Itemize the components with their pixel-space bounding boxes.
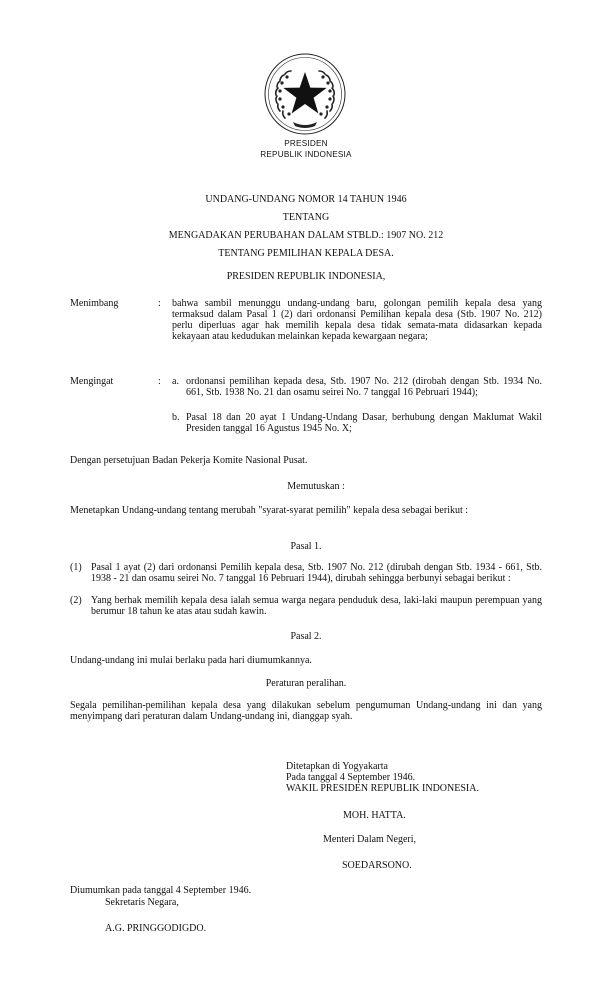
pasal-1-marker-1: (1): [70, 562, 82, 573]
title-tentang-1: TENTANG: [282, 212, 330, 223]
pasal-1-marker-2: (2): [70, 595, 82, 606]
signature-place: Ditetapkan di Yogyakarta: [286, 761, 388, 772]
persetujuan-text: Dengan persetujuan Badan Pekerja Komite Nasional Pusat.: [70, 455, 308, 466]
title-tentang-2: TENTANG PEMILIHAN KEPALA DESA.: [218, 248, 394, 259]
signature-date: Pada tanggal 4 September 1946.: [286, 772, 416, 783]
president-heading: PRESIDEN REPUBLIK INDONESIA,: [226, 271, 386, 282]
mengingat-marker-a: a.: [172, 376, 179, 387]
pasal-1-heading: Pasal 1.: [290, 541, 322, 552]
mengingat-marker-b: b.: [172, 412, 180, 423]
pasal-2-text: Undang-undang ini mulai berlaku pada hari diumumkannya.: [70, 655, 312, 666]
header-president: PRESIDEN: [284, 139, 328, 148]
signature-name: MOH. HATTA.: [343, 810, 406, 821]
pasal-1-item-2: Yang berhak memilih kepala desa ialah semua warga negara penduduk desa, laki-laki maupun perempuan yang berumur 18 tahun ke atas atau sudah kawin.: [91, 595, 542, 617]
mengingat-colon: :: [158, 376, 161, 387]
promulgation-date: Diumumkan pada tanggal 4 September 1946.: [70, 885, 252, 896]
menimbang-label: Menimbang: [70, 298, 119, 309]
mengingat-item-b: Pasal 18 dan 20 ayat 1 Undang-Undang Dasar, berhubung dengan Maklumat Wakil Presiden tanggal 16 Agustus 1945 No. X;: [186, 412, 542, 434]
peralihan-text: Segala pemilihan-pemilihan kepala desa yang dilakukan sebelum pengumuman Undang-undang ini dan yang menyimpang dari peraturan dalam Undang-undang ini, dianggap syah.: [70, 700, 542, 722]
memutuskan-heading: Memutuskan :: [287, 481, 345, 492]
title-subject: MENGADAKAN PERUBAHAN DALAM STBLD.: 1907 NO. 212: [168, 230, 444, 241]
promulgation-name: A.G. PRINGGODIGDO.: [105, 923, 207, 934]
mengingat-label: Mengingat: [70, 376, 114, 387]
pasal-1-item-1: Pasal 1 ayat (2) dari ordonansi Pemilih kepala desa, Stb. 1907 No. 212 (dirubah dengan Stb. 1934 - 661, Stb. 1938 - 21 dan osamu seirei No. 7 tanggal 16 Pebruari 1944), dirubah sehingga berbunyi sebagai berikut :: [91, 562, 542, 584]
minister-title: Menteri Dalam Negeri,: [323, 834, 417, 845]
promulgation-title: Sekretaris Negara,: [105, 897, 179, 908]
peralihan-heading: Peraturan peralihan.: [265, 678, 347, 689]
menetapkan-text: Menetapkan Undang-undang tentang merubah "syarat-syarat pemilih" kepala desa sebagai berikut :: [70, 505, 469, 516]
garuda-star-wreath-emblem-icon: [263, 52, 347, 136]
pasal-2-heading: Pasal 2.: [290, 631, 322, 642]
signature-office: WAKIL PRESIDEN REPUBLIK INDONESIA.: [286, 783, 479, 794]
law-title: UNDANG-UNDANG NOMOR 14 TAHUN 1946: [205, 194, 407, 205]
menimbang-colon: :: [158, 298, 161, 309]
menimbang-text: bahwa sambil menunggu undang-undang baru, golongan pemilih kepala desa yang termaksud dalam Pasal 1 (2) dari ordonansi Pemilihan kepala desa (Stb. 1907 No. 212) perlu diperluas agar hak memilih kepala desa tidak semata-mata didasarkan kepada kekayaan atau kedudukan melainkan kepada kewargaan negara;: [172, 298, 542, 342]
minister-name: SOEDARSONO.: [342, 860, 412, 871]
header-republic: REPUBLIK INDONESIA: [260, 150, 352, 159]
mengingat-item-a: ordonansi pemilihan kepada desa, Stb. 1907 No. 212 (dirobah dengan Stb. 1934 No. 661, Stb. 1938 No. 21 dan osamu seirei No. 7 tanggal 16 Pebruari 1944);: [186, 376, 542, 398]
